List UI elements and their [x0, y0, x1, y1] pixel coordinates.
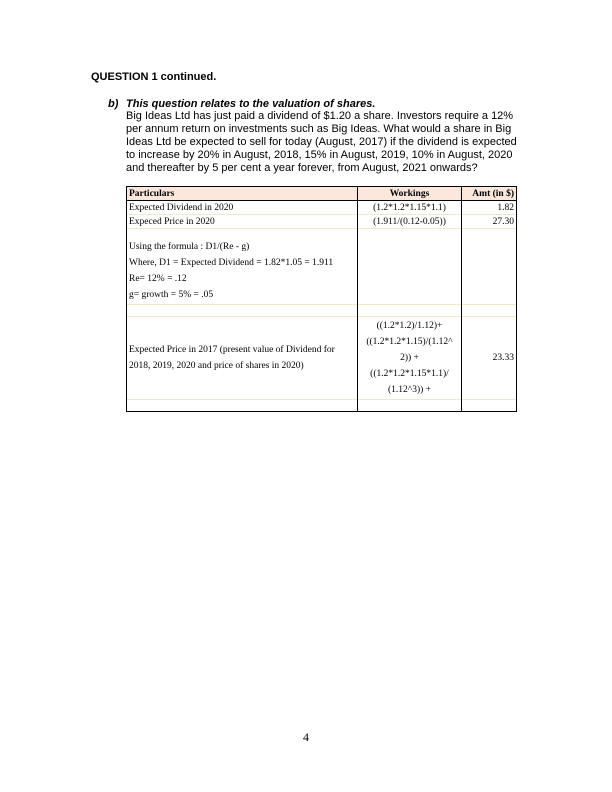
cell-workings: (1.2*1.2*1.15*1.1)	[358, 201, 462, 215]
workings-line: ((1.2*1.2*1.15*1.1)/	[370, 369, 449, 379]
formula-line: Using the formula : D1/(Re - g)	[129, 242, 250, 252]
cell-formula	[127, 229, 358, 305]
table-row-spacer	[127, 305, 517, 317]
question-body-line: and thereafter by 5 per cent a year forever, from August, 2021 onwards?	[126, 162, 478, 174]
formula-line: g= growth = 5% = .05	[129, 290, 214, 300]
question-body-line: Ideas Ltd be expected to sell for today (August, 2017) if the dividend is expected	[126, 136, 517, 148]
particulars-line: 2018, 2019, 2020 and price of shares in 2020)	[129, 361, 304, 371]
cell-empty	[127, 400, 358, 412]
question-body	[126, 110, 526, 175]
question-body-line: Big Ideas Ltd has just paid a dividend of $1.20 a share. Investors require a 12%	[126, 110, 514, 122]
workings-line: 2)) +	[400, 353, 419, 363]
section-heading: QUESTION 1 continued.	[91, 71, 217, 83]
table-row-final	[127, 317, 517, 400]
workings-line: (1.12^3)) +	[387, 385, 432, 395]
cell-workings: (1.911/(0.12-0.05))	[358, 215, 462, 229]
cell-particulars: Expeced Price in 2020	[127, 215, 358, 229]
table-row	[127, 215, 517, 229]
cell-particulars	[127, 317, 358, 400]
cell-empty	[462, 400, 517, 412]
question-body-line: to increase by 20% in August, 2018, 15% in August, 2019, 10% in August, 2020	[126, 149, 513, 161]
table-row	[127, 201, 517, 215]
valuation-table	[126, 186, 517, 412]
header-workings: Workings	[358, 187, 462, 201]
cell-workings	[358, 317, 462, 400]
question-label: b)	[108, 98, 119, 110]
question-title: This question relates to the valuation of shares.	[126, 98, 376, 110]
workings-line: ((1.2*1.2*1.15)/(1.12^	[366, 337, 453, 347]
cell-particulars: Expected Dividend in 2020	[127, 201, 358, 215]
cell-empty	[358, 229, 462, 305]
workings-line: ((1.2*1.2)/1.12)+	[376, 321, 443, 331]
particulars-line: Expected Price in 2017 (present value of Dividend for	[129, 345, 335, 355]
table-row-formula	[127, 229, 517, 305]
cell-empty	[358, 400, 462, 412]
table-row-spacer	[127, 400, 517, 412]
question-body-line: per annum return on investments such as Big Ideas. What would a share in Big	[126, 123, 512, 135]
header-amount: Amt (in $)	[462, 187, 517, 201]
cell-empty	[462, 229, 517, 305]
formula-line: Where, D1 = Expected Dividend = 1.82*1.05 = 1.911	[129, 258, 334, 268]
header-particulars: Particulars	[127, 187, 358, 201]
page-number: 4	[303, 730, 309, 744]
cell-amount: 1.82	[462, 201, 517, 215]
cell-empty	[358, 305, 462, 317]
cell-empty	[127, 305, 358, 317]
table-header-row	[127, 187, 517, 201]
cell-empty	[462, 305, 517, 317]
formula-line: Re= 12% = .12	[129, 274, 187, 284]
cell-amount: 23.33	[462, 317, 517, 400]
cell-amount: 27.30	[462, 215, 517, 229]
